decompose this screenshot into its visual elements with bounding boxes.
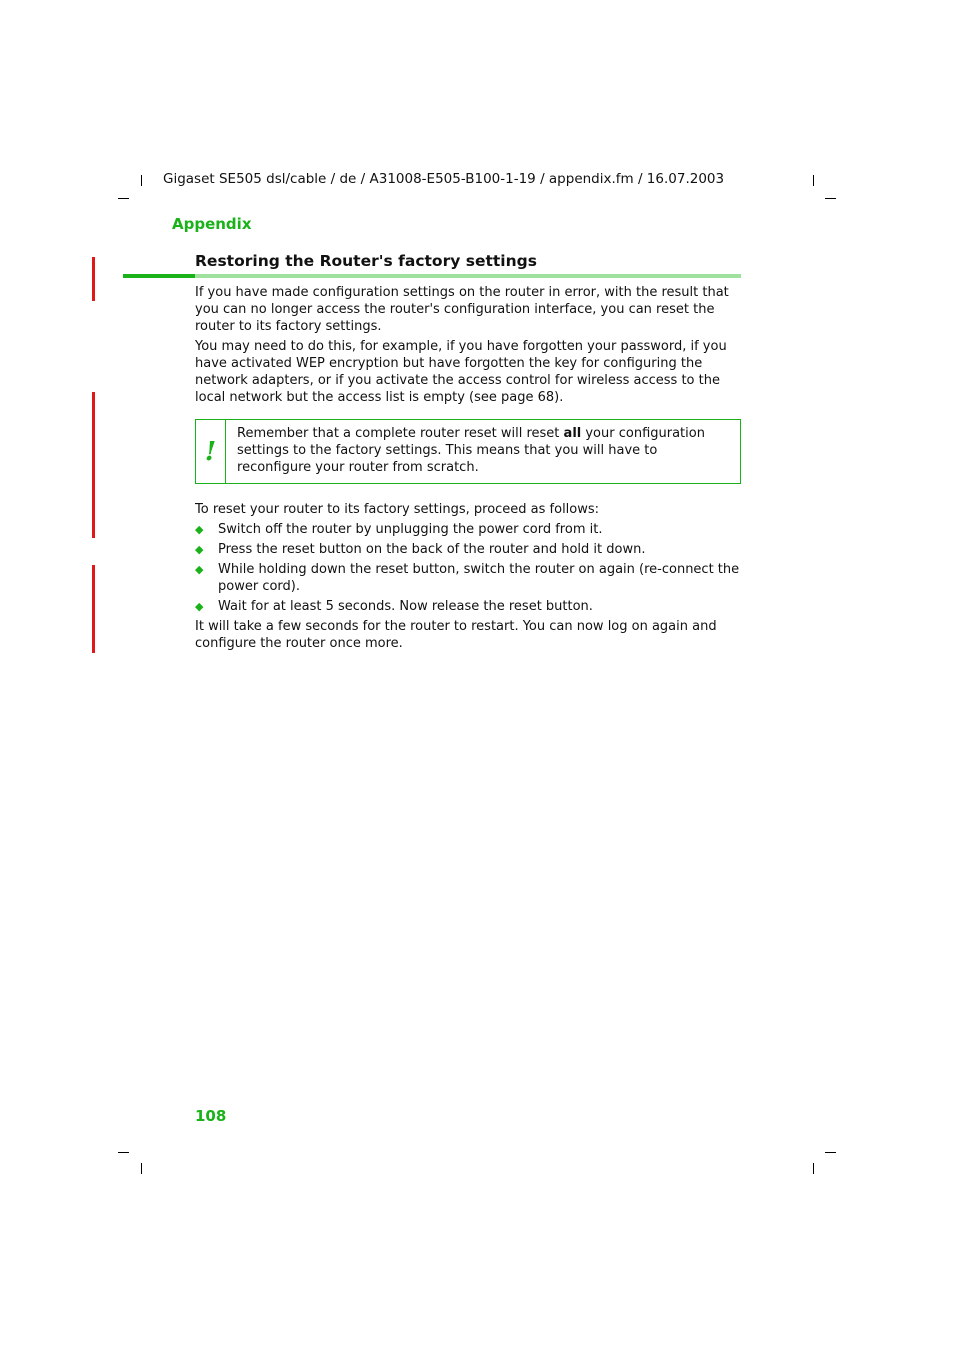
warning-text-part: Remember that a complete router reset will reset: [237, 426, 564, 441]
diamond-bullet-icon: ◆: [195, 563, 204, 576]
crop-mark: [141, 1163, 142, 1174]
page-heading: Restoring the Router's factory settings: [195, 252, 537, 270]
crop-mark: [813, 1163, 814, 1174]
change-bar: [92, 257, 95, 301]
page-number: 108: [195, 1107, 227, 1125]
crop-mark: [825, 198, 836, 199]
crop-mark: [813, 175, 814, 186]
list-item: [195, 541, 743, 558]
paragraph-intro: If you have made configuration settings on the router in error, with the result that you can no longer access the router's configuration interface, you can reset the router to its factory settings.: [195, 285, 729, 334]
crop-mark: [141, 175, 142, 186]
steps-list: [195, 521, 743, 618]
step-text: Wait for at least 5 seconds. Now release the reset button.: [218, 599, 593, 614]
diamond-bullet-icon: ◆: [195, 523, 204, 536]
warning-text-part: your configuration settings to the factory settings. This means that you will have to reconfigure your router from scratch.: [237, 426, 705, 475]
list-item: [195, 598, 743, 615]
warning-icon-cell: [196, 420, 226, 483]
diamond-bullet-icon: ◆: [195, 543, 204, 556]
crop-mark: [118, 198, 129, 199]
section-title: Appendix: [172, 215, 252, 233]
steps-intro: To reset your router to its factory settings, proceed as follows:: [195, 502, 600, 517]
step-text: While holding down the reset button, switch the router on again (re-connect the power cord).: [218, 562, 740, 594]
list-item: [195, 521, 743, 538]
warning-text: [226, 420, 740, 483]
list-item: [195, 561, 743, 595]
change-bar: [92, 392, 95, 538]
crop-mark: [825, 1152, 836, 1153]
crop-mark: [118, 1152, 129, 1153]
closing-paragraph: It will take a few seconds for the router to restart. You can now log on again and configure the router once more.: [195, 619, 717, 651]
running-header: Gigaset SE505 dsl/cable / de / A31008-E505-B100-1-19 / appendix.fm / 16.07.2003: [163, 171, 725, 187]
step-text: Switch off the router by unplugging the power cord from it.: [218, 522, 603, 537]
warning-note: [195, 419, 741, 484]
diamond-bullet-icon: ◆: [195, 600, 204, 613]
step-text: Press the reset button on the back of the router and hold it down.: [218, 542, 646, 557]
paragraph-example: You may need to do this, for example, if you have forgotten your password, if you have activated WEP encryption but have forgotten the key for configuring the network adapters, or if you activate the access control for wireless access to the local network but the access list is empty (see page 68).: [195, 339, 727, 405]
heading-rule: [195, 274, 741, 278]
heading-rule-accent: [123, 274, 195, 278]
change-bar: [92, 565, 95, 653]
exclamation-icon: !: [204, 436, 217, 467]
warning-text-emphasis: all: [563, 426, 582, 441]
